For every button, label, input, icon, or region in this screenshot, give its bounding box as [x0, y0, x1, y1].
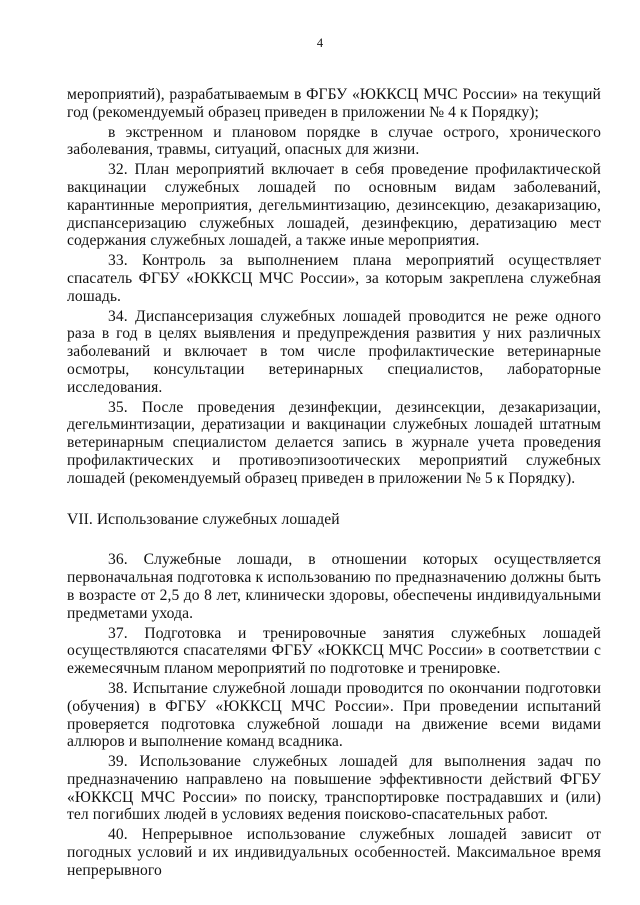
- paragraph: 34. Диспансеризация служебных лошадей проводится не реже одного раза в год в целях выявления и предупреждения развития у них различных заболеваний и включает в том числе профилактические ветеринарные осмотры, консультации ветеринарных специалистов, лабораторные исследования.: [67, 307, 601, 396]
- page-number: 4: [316, 36, 324, 50]
- paragraph: 32. План мероприятий включает в себя проведение профилактической вакцинации служебных лошадей по основным видам заболеваний, карантинные мероприятия, дегельминтизацию, дезинсекцию, дезакаризацию, диспансеризацию служебных лошадей, дезинфекцию, дератизацию мест содержания служебных лошадей, а также иные мероприятия.: [67, 161, 601, 250]
- paragraph: 33. Контроль за выполнением плана мероприятий осуществляет спасатель ФГБУ «ЮККСЦ МЧС России», за которым закреплена служебная лошадь.: [67, 252, 601, 305]
- paragraph: 38. Испытание служебной лошади проводится по окончании подготовки (обучения) в ФГБУ «ЮККСЦ МЧС России». При проведении испытаний проверяется подготовка служебной лошади на движение всеми видами аллюров и выполнение команд всадника.: [67, 679, 601, 751]
- paragraph: 40. Непрерывное использование служебных лошадей зависит от погодных условий и их индивидуальных особенностей. Максимальное время непрерывного: [67, 826, 601, 879]
- paragraph: 36. Служебные лошади, в отношении которых осуществляется первоначальная подготовка к использованию по предназначению должны быть в возрасте от 2,5 до 8 лет, клинически здоровы, обеспечены индивидуальными предметами ухода.: [67, 551, 601, 622]
- document-body: [67, 86, 601, 882]
- paragraph: 35. После проведения дезинфекции, дезинсекции, дезакаризации, дегельминтизации, дератизации и вакцинации служебных лошадей штатным ветеринарным специалистом делается запись в журнале учета проведения профилактических и противоэпизоотических мероприятий служебных лошадей (рекомендуемый образец приведен в приложении № 5 к Порядку).: [67, 398, 601, 487]
- paragraph: в экстренном и плановом порядке в случае острого, хронического заболевания, травмы, ситуаций, опасных для жизни.: [67, 123, 601, 159]
- section-heading: VII. Использование служебных лошадей: [67, 510, 340, 528]
- paragraph: 37. Подготовка и тренировочные занятия служебных лошадей осуществляются спасателями ФГБУ «ЮККСЦ МЧС России» в соответствии с ежемесячным планом мероприятий по подготовке и тренировке.: [67, 624, 601, 678]
- paragraph: 39. Использование служебных лошадей для выполнения задач по предназначению направлено на повышение эффективности действий ФГБУ «ЮККСЦ МЧС России» по поиску, транспортировке пострадавших и (или) тел погибших людей в условиях ведения поисково-спасательных работ.: [67, 753, 601, 824]
- paragraph: мероприятий), разрабатываемым в ФГБУ «ЮККСЦ МЧС России» на текущий год (рекомендуемый образец приведен в приложении № 4 к Порядку);: [67, 86, 601, 121]
